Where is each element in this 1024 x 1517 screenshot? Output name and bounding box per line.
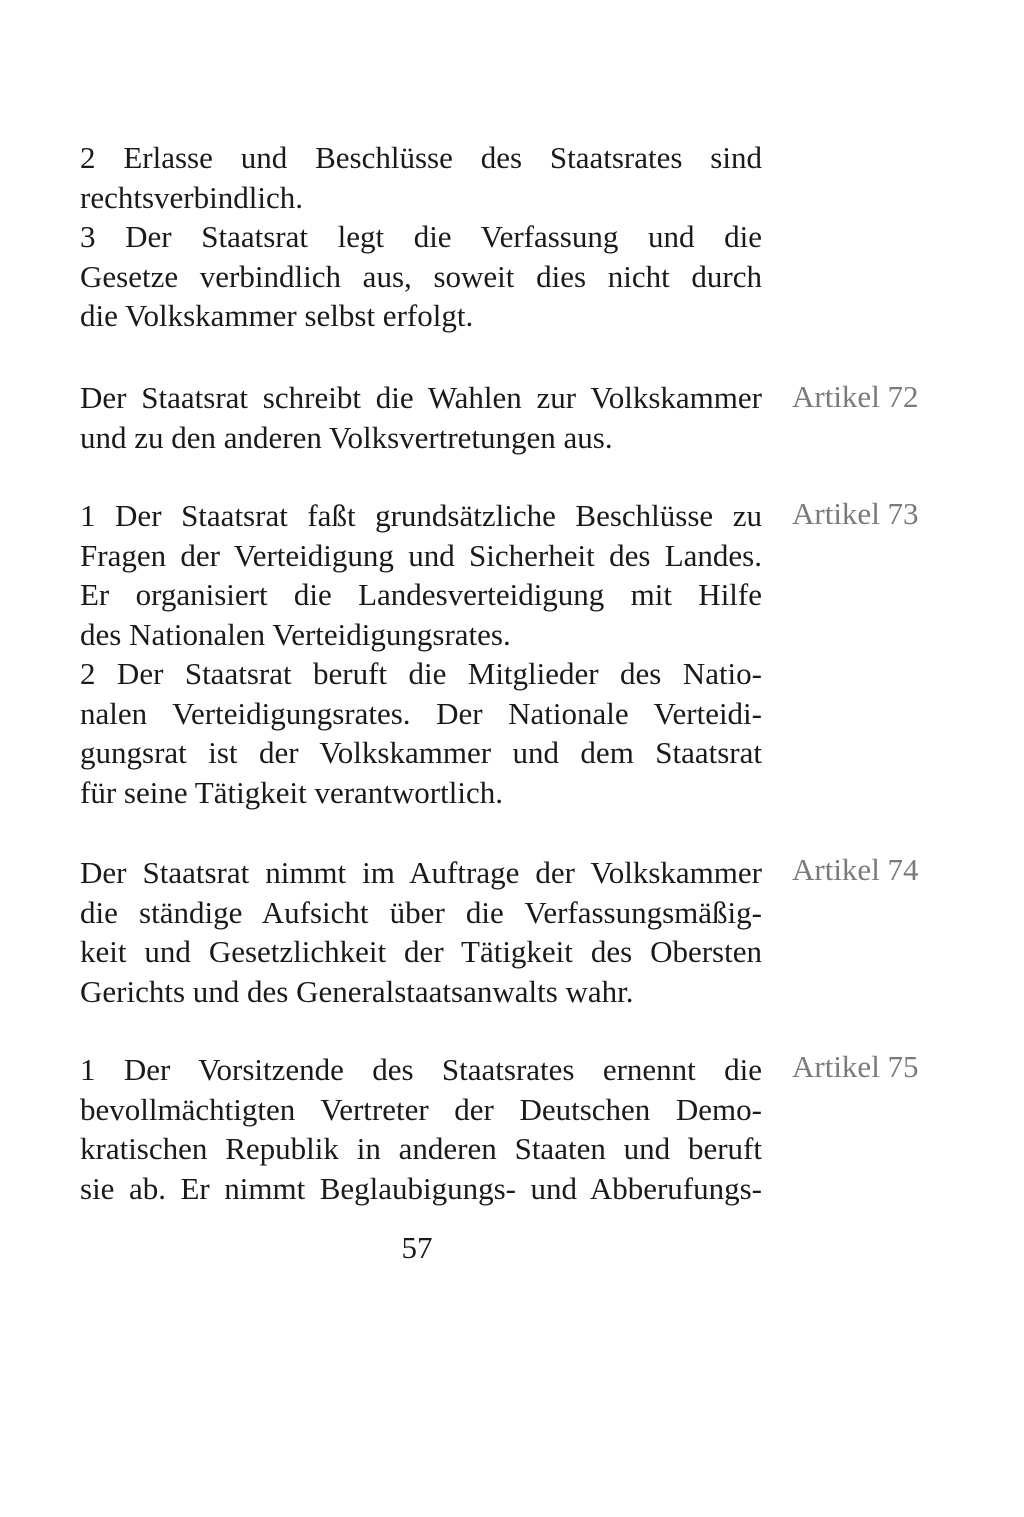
text-line: nalen Verteidigungsrates. Der Nationale Verteidi- xyxy=(80,695,762,731)
paragraph-continuation xyxy=(80,138,762,336)
text-line: Gerichts und des Generalstaatsanwalts wahr. xyxy=(80,973,634,1009)
text-line: keit und Gesetzlichkeit der Tätigkeit des Obersten xyxy=(80,934,762,969)
text-line: bevollmächtigten Vertreter der Deutschen Demo- xyxy=(80,1091,762,1127)
article-label-73: Artikel 73 xyxy=(792,496,919,531)
article-73-text xyxy=(80,496,762,812)
text-line: die Volkskammer selbst erfolgt. xyxy=(80,298,474,333)
article-75-text xyxy=(80,1050,762,1208)
text-line: 2 Der Staatsrat beruft die Mitglieder des Natio- xyxy=(80,656,762,691)
text-line: rechtsverbindlich. xyxy=(80,179,303,215)
text-line: sie ab. Er nimmt Beglaubigungs- und Abberufungs- xyxy=(80,1170,762,1206)
text-line: 2 Erlasse und Beschlüsse des Staatsrates sind xyxy=(80,140,762,175)
text-line: Gesetze verbindlich aus, soweit dies nicht durch xyxy=(80,258,762,294)
text-line: 1 Der Vorsitzende des Staatsrates ernennt die xyxy=(80,1052,762,1087)
article-74-text xyxy=(80,853,762,1011)
text-line: 3 Der Staatsrat legt die Verfassung und die xyxy=(80,219,762,254)
article-label-72: Artikel 72 xyxy=(792,379,919,414)
text-line: die ständige Aufsicht über die Verfassungsmäßig- xyxy=(80,894,762,930)
text-line: Er organisiert die Landesverteidigung mit Hilfe xyxy=(80,577,762,612)
text-line: Der Staatsrat schreibt die Wahlen zur Volkskammer xyxy=(80,380,762,415)
article-72-text xyxy=(80,378,762,457)
text-line: 1 Der Staatsrat faßt grundsätzliche Beschlüsse zu xyxy=(80,498,762,533)
text-line: Fragen der Verteidigung und Sicherheit des Landes. xyxy=(80,537,762,573)
text-line: des Nationalen Verteidigungsrates. xyxy=(80,616,511,652)
text-line: kratischen Republik in anderen Staaten und beruft xyxy=(80,1131,762,1166)
page-number: 57 xyxy=(401,1230,433,1265)
article-label-74: Artikel 74 xyxy=(792,852,919,887)
text-line: gungsrat ist der Volkskammer und dem Staatsrat xyxy=(80,735,762,770)
text-line: und zu den anderen Volksvertretungen aus. xyxy=(80,419,613,455)
text-line: Der Staatsrat nimmt im Auftrage der Volkskammer xyxy=(80,855,762,890)
text-line: für seine Tätigkeit verantwortlich. xyxy=(80,774,503,810)
article-label-75: Artikel 75 xyxy=(792,1049,919,1084)
